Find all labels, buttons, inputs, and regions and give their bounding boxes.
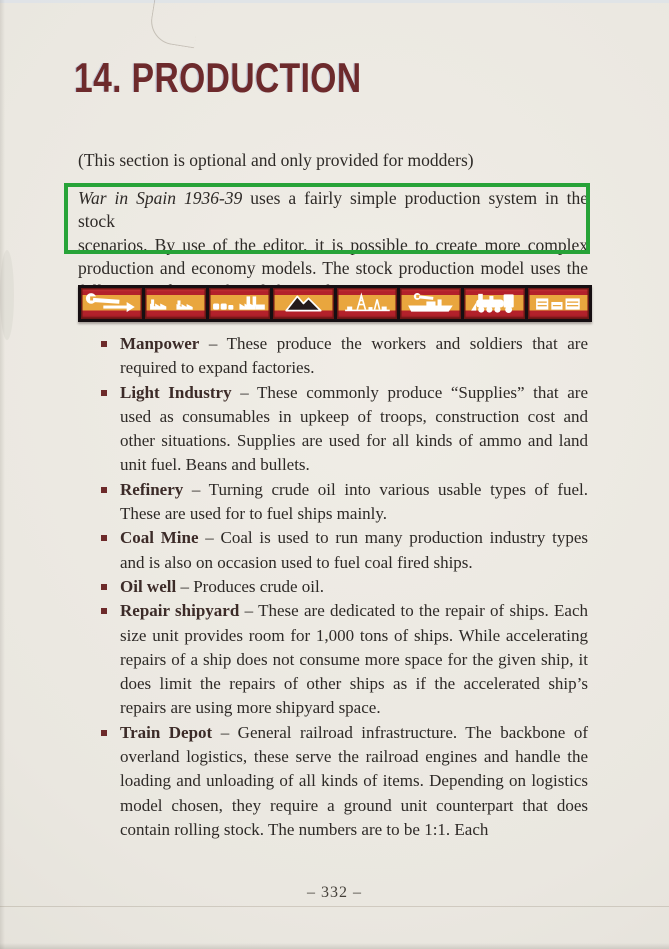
manpower-wrench-icon bbox=[81, 288, 142, 319]
industry-tile-light-industry bbox=[145, 288, 206, 319]
industry-tile-coal-mine bbox=[273, 288, 334, 319]
bullet-square-icon bbox=[101, 535, 107, 541]
scan-edge-left bbox=[0, 0, 5, 949]
bullet-square-icon bbox=[101, 730, 107, 736]
page-number: – 332 – bbox=[307, 884, 362, 901]
oil-well-derrick-icon bbox=[337, 288, 398, 319]
industry-bullet-list bbox=[96, 332, 588, 842]
list-item-manpower: Manpower – These produce the workers and soldiers that are required to expand factories. bbox=[96, 332, 588, 381]
scan-edge-bottom bbox=[0, 943, 669, 949]
refinery-icon bbox=[209, 288, 270, 319]
industry-tile-repair-shipyard bbox=[400, 288, 461, 319]
bullet-square-icon bbox=[101, 584, 107, 590]
train-depot-locomotive-icon bbox=[464, 288, 525, 319]
scan-edge-top bbox=[0, 0, 669, 3]
coal-mine-mountain-icon bbox=[273, 288, 334, 319]
list-item-refinery: Refinery – Turning crude oil into various usable types of fuel. These are used for to fuel ships mainly. bbox=[96, 478, 588, 527]
industry-icon-strip bbox=[78, 285, 592, 322]
list-item-train-depot: Train Depot – General railroad infrastructure. The backbone of overland logistics, these serve the railroad engines and handle the loading and unloading of all kinds of items. Depending on logistics model chosen, they require a ground unit counterpart that does contain rolling stock. The numbers are to be 1:1. Each bbox=[96, 721, 588, 842]
modders-note: (This section is optional and only provided for modders) bbox=[78, 150, 474, 170]
game-title-italic: War in Spain 1936-39 bbox=[78, 188, 243, 208]
intro-line-1: War in Spain 1936-39 uses a fairly simple production system in the stock bbox=[78, 188, 588, 232]
bullet-square-icon bbox=[101, 390, 107, 396]
industry-tile-manpower bbox=[81, 288, 142, 319]
industry-tile-refinery bbox=[209, 288, 270, 319]
industry-tile-warehouse bbox=[528, 288, 589, 319]
list-item-coal-mine: Coal Mine – Coal is used to run many production industry types and is also on occasion used to fuel coal fired ships. bbox=[96, 526, 588, 575]
warehouse-buildings-icon bbox=[528, 288, 589, 319]
list-item-light-industry: Light Industry – These commonly produce “Supplies” that are used as consumables in upkeep of troops, construction cost and other situations. Supplies are used for all kinds of ammo and land unit fuel. Beans and bullets. bbox=[96, 381, 588, 478]
scan-smudge bbox=[0, 250, 14, 340]
light-industry-factory-icon bbox=[145, 288, 206, 319]
intro-line-3: production and economy models. The stock production model uses the bbox=[78, 257, 588, 278]
industry-tile-oil-well bbox=[337, 288, 398, 319]
bullet-square-icon bbox=[101, 341, 107, 347]
list-item-repair-shipyard: Repair shipyard – These are dedicated to the repair of ships. Each size unit provides room for 1,000 tons of ships. While accelerating repairs of a ship does not consume more space for the given ship, it does limit the repairs of other ships as if the accelerated ship’s repairs are using more shipyard space. bbox=[96, 599, 588, 720]
pencil-mark-artifact bbox=[148, 0, 204, 48]
paper-crease bbox=[0, 906, 669, 907]
list-item-oil-well: Oil well – Produces crude oil. bbox=[96, 575, 588, 599]
intro-line-2: scenarios. By use of the editor, it is possible to create more complex bbox=[78, 234, 588, 255]
bullet-square-icon bbox=[101, 487, 107, 493]
industry-tile-train-depot bbox=[464, 288, 525, 319]
repair-shipyard-ship-icon bbox=[400, 288, 461, 319]
bullet-square-icon bbox=[101, 608, 107, 614]
chapter-title: 14. PRODUCTION bbox=[74, 54, 362, 101]
